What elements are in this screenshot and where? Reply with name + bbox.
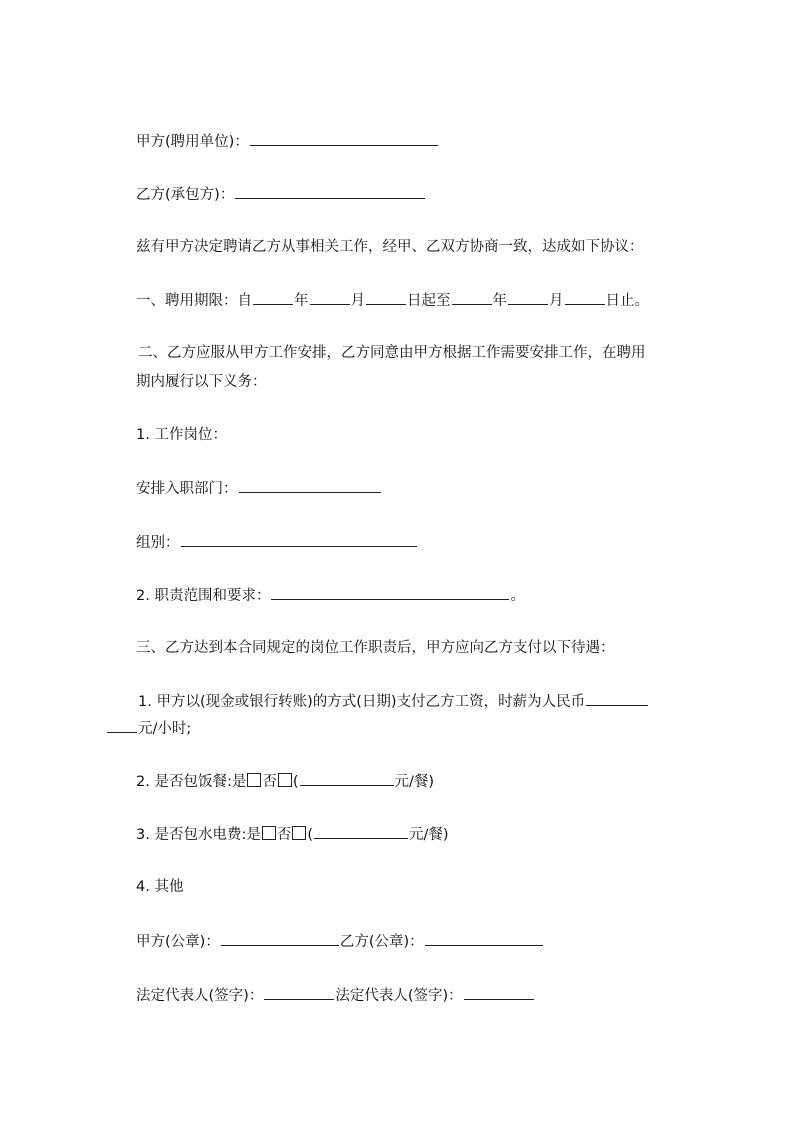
term-prefix: 一、聘用期限：自: [136, 293, 252, 309]
utilities-label: 3. 是否包水电费:是: [136, 827, 261, 843]
utilities-no-label: 否: [276, 827, 292, 843]
party-a-line: [136, 131, 439, 152]
party-b-seal-blank[interactable]: [425, 931, 543, 946]
utilities-amount-blank[interactable]: [314, 824, 408, 839]
meals-label: 2. 是否包饭餐:是: [136, 774, 247, 790]
party-b-blank[interactable]: [235, 184, 425, 199]
meals-unit: 元/餐): [394, 774, 435, 790]
clause-2-line-2: 期内履行以下义务：: [136, 374, 267, 390]
year-label-2: 年: [492, 293, 507, 309]
group-blank[interactable]: [181, 532, 417, 547]
party-a-signature-label: 法定代表人(签字)：: [136, 988, 264, 1004]
party-a-seal-blank[interactable]: [221, 931, 339, 946]
clause-3: 三、乙方达到本合同规定的岗位工作职责后，甲方应向乙方支付以下待遇：: [136, 640, 615, 656]
party-b-seal-label: 乙方(公章)：: [339, 934, 424, 950]
meals-yes-checkbox[interactable]: [247, 773, 261, 787]
party-a-label: 甲方(聘用单位)：: [136, 134, 249, 150]
meals-open-paren: (: [292, 774, 299, 790]
year-label: 年: [294, 293, 309, 309]
party-b-label: 乙方(承包方)：: [136, 187, 235, 203]
end-month-blank[interactable]: [508, 290, 548, 305]
salary-text: 1. 甲方以(现金或银行转账)的方式(日期)支付乙方工资，时薪为人民币: [138, 694, 586, 710]
start-year-blank[interactable]: [253, 290, 293, 305]
party-a-blank[interactable]: [250, 131, 438, 146]
utilities-open-paren: (: [307, 827, 314, 843]
start-day-blank[interactable]: [366, 290, 406, 305]
department-blank[interactable]: [239, 478, 381, 493]
intro-paragraph: 兹有甲方决定聘请乙方从事相关工作，经甲、乙双方协商一致，达成如下协议：: [136, 239, 644, 255]
term-line: [136, 290, 649, 311]
party-a-signature-blank[interactable]: [264, 985, 334, 1000]
meals-amount-blank[interactable]: [300, 771, 394, 786]
signature-line: [136, 985, 535, 1006]
utilities-unit: 元/餐): [409, 827, 449, 843]
utilities-yes-checkbox[interactable]: [262, 826, 276, 840]
party-b-signature-blank[interactable]: [464, 985, 534, 1000]
utilities-no-checkbox[interactable]: [292, 826, 306, 840]
party-b-signature-label: 法定代表人(签字)：: [335, 988, 463, 1004]
party-a-seal-label: 甲方(公章)：: [136, 934, 220, 950]
start-month-blank[interactable]: [310, 290, 350, 305]
salary-line-1: [138, 691, 649, 712]
department-label: 安排入职部门：: [136, 481, 238, 497]
group-line: [136, 532, 418, 553]
meals-line: [136, 771, 434, 792]
duties-line: [136, 585, 525, 606]
end-day-blank[interactable]: [565, 290, 605, 305]
duties-blank[interactable]: [271, 585, 509, 600]
duties-label: 2. 职责范围和要求：: [136, 588, 271, 604]
department-line: [136, 478, 382, 499]
salary-line-2: [106, 718, 191, 739]
hourly-rate-blank-cont[interactable]: [107, 718, 137, 733]
hourly-rate-blank[interactable]: [586, 691, 648, 706]
utilities-line: [136, 824, 449, 845]
other-item: 4. 其他: [136, 879, 184, 895]
group-label: 组别：: [136, 535, 180, 551]
meals-no-checkbox[interactable]: [278, 773, 292, 787]
clause-2-line-1: 二、乙方应服从甲方工作安排，乙方同意由甲方根据工作需要安排工作，在聘用: [138, 345, 646, 361]
meals-no-label: 否: [262, 774, 277, 790]
from-label: 日起至: [407, 293, 451, 309]
job-heading: 1. 工作岗位：: [136, 427, 227, 443]
month-label: 月: [350, 293, 365, 309]
party-b-line: [136, 184, 426, 205]
salary-unit: 元/小时;: [138, 721, 192, 737]
seal-line: [136, 931, 544, 952]
month-label-2: 月: [549, 293, 564, 309]
end-label: 日止。: [605, 293, 649, 309]
duties-end: 。: [510, 588, 525, 604]
end-year-blank[interactable]: [452, 290, 492, 305]
